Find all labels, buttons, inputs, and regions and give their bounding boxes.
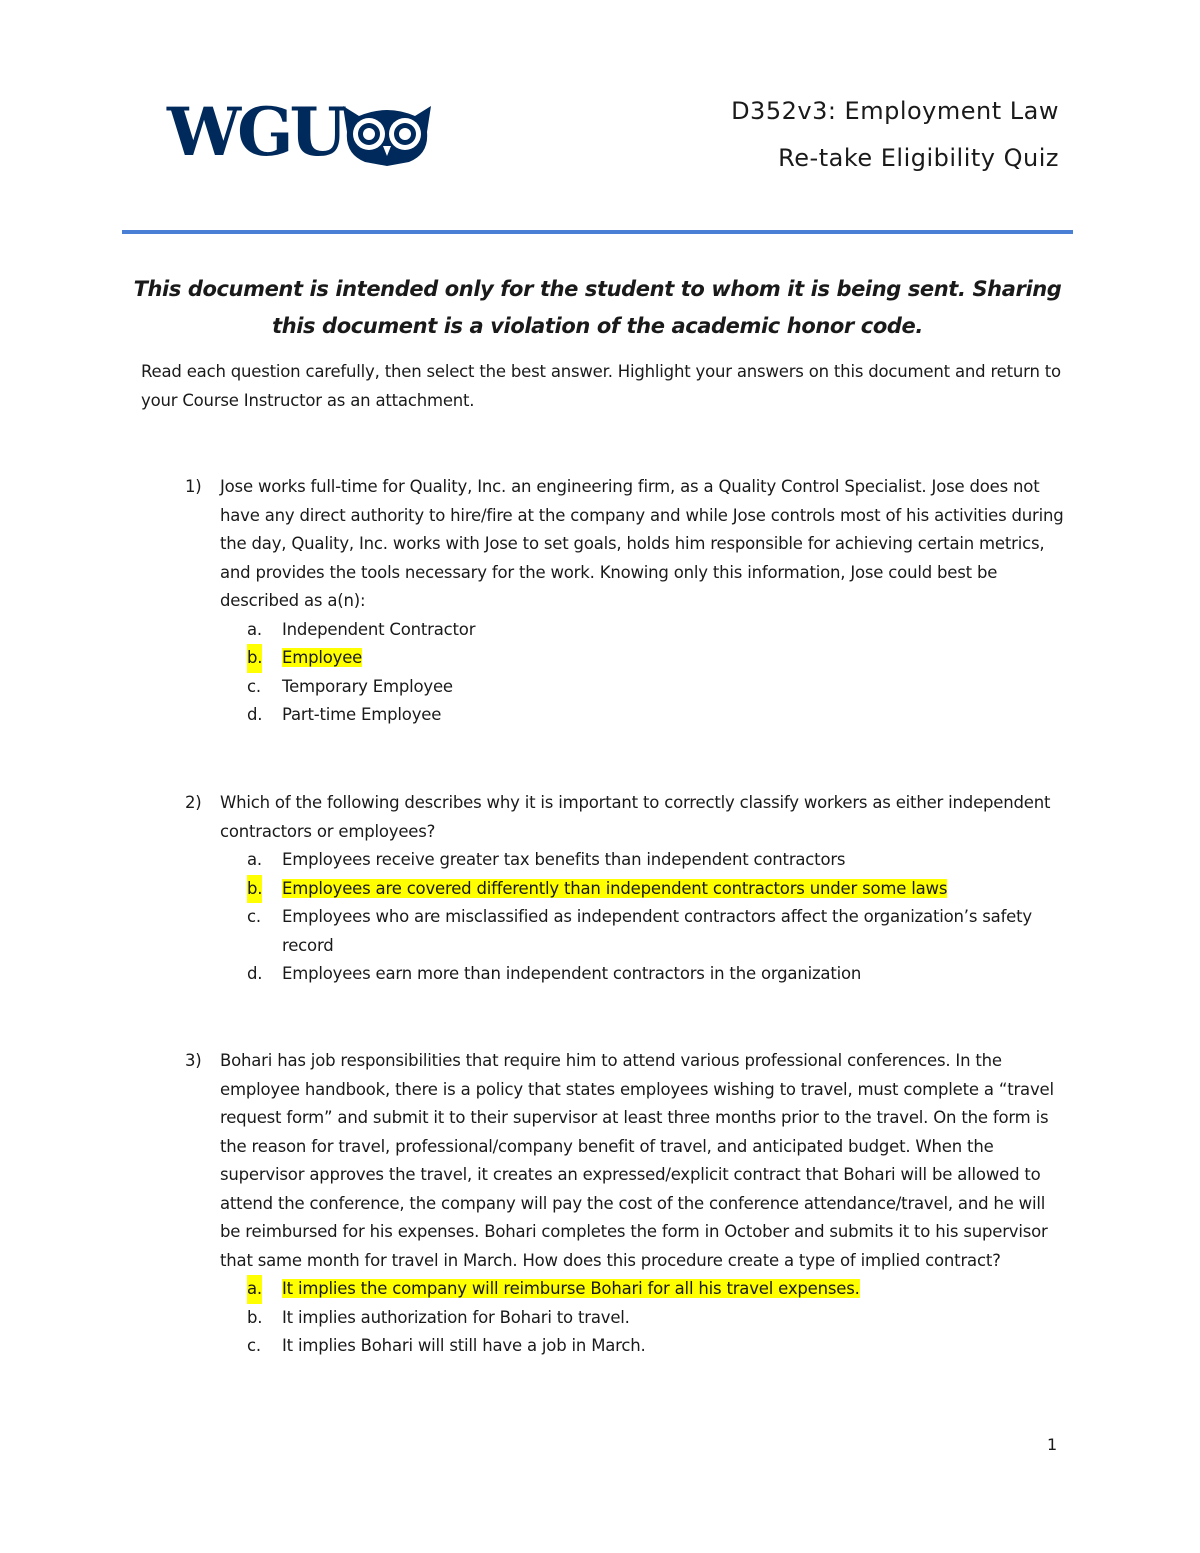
option-a[interactable] xyxy=(247,846,1070,875)
wgu-logo xyxy=(167,93,437,171)
option-letter: d. xyxy=(247,964,263,983)
option-a[interactable] xyxy=(247,616,1070,645)
option-letter: b. xyxy=(247,644,262,673)
option-d[interactable] xyxy=(247,960,1070,989)
header-divider xyxy=(122,230,1073,234)
question-3 xyxy=(185,1047,1070,1361)
option-text: Employees who are misclassified as independent contractors affect the organization’s safety record xyxy=(282,907,1032,955)
option-text: It implies the company will reimburse Bohari for all his travel expenses. xyxy=(282,1279,860,1298)
option-text: Temporary Employee xyxy=(282,676,453,696)
owl-icon xyxy=(339,102,435,166)
question-1 xyxy=(185,473,1070,730)
option-text: Employees receive greater tax benefits than independent contractors xyxy=(282,850,846,869)
option-letter: b. xyxy=(247,1307,263,1327)
question-number: 2) xyxy=(185,793,202,812)
option-d[interactable] xyxy=(247,701,1070,730)
option-c[interactable] xyxy=(247,673,1070,702)
option-letter: d. xyxy=(247,705,263,724)
logo-text: WGU xyxy=(167,93,344,171)
option-letter: c. xyxy=(247,907,261,926)
option-text: Employees earn more than independent contractors in the organization xyxy=(282,964,862,983)
instructions: Read each question carefully, then select the best answer. Highlight your answers on this document and return to your Course Instructor as an attachment. xyxy=(141,362,1061,410)
options-list xyxy=(247,616,1070,730)
option-b[interactable] xyxy=(247,644,1070,673)
honor-code-notice: This document is intended only for the student to whom it is being sent. Sharing this document is a violation of the academic honor code. xyxy=(133,277,1062,338)
page-number: 1 xyxy=(1047,1435,1058,1454)
option-text: Employees are covered differently than independent contractors under some laws xyxy=(282,878,948,898)
quiz-title: Re-take Eligibility Quiz xyxy=(778,144,1059,172)
option-letter: c. xyxy=(247,1336,261,1355)
option-b[interactable] xyxy=(247,1304,1070,1333)
option-letter: a. xyxy=(247,619,262,639)
option-b[interactable] xyxy=(247,875,1070,904)
option-text: It implies Bohari will still have a job in March. xyxy=(282,1336,646,1355)
option-c[interactable] xyxy=(247,1332,1070,1361)
option-text: It implies authorization for Bohari to travel. xyxy=(282,1307,630,1327)
option-letter: b. xyxy=(247,875,262,904)
options-list xyxy=(247,846,1070,989)
option-letter: a. xyxy=(247,850,262,869)
question-text: Bohari has job responsibilities that require him to attend various professional conferences. In the employee handbook, there is a policy that states employees wishing to travel, must complete a “travel request form” and submit it to their supervisor at least three months prior to the travel. On the form is the reason for travel, professional/company benefit of travel, and anticipated budget. When the supervisor approves the travel, it creates an expressed/explicit contract that Bohari will be allowed to attend the conference, the company will pay the cost of the conference attendance/travel, and he will be reimbursed for his expenses. Bohari completes the form in October and submits it to his supervisor that same month for travel in March. How does this procedure create a type of implied contract? xyxy=(220,1051,1054,1270)
option-a[interactable] xyxy=(247,1275,1070,1304)
options-list xyxy=(247,1275,1070,1361)
option-text: Employee xyxy=(282,648,363,667)
option-text: Part-time Employee xyxy=(282,705,442,724)
option-letter: a. xyxy=(247,1275,262,1304)
course-title: D352v3: Employment Law xyxy=(731,97,1059,125)
option-letter: c. xyxy=(247,676,261,696)
title-block xyxy=(639,96,1059,174)
question-2 xyxy=(185,789,1070,989)
question-number: 1) xyxy=(185,477,202,496)
option-c[interactable] xyxy=(247,903,1070,960)
question-text: Jose works full-time for Quality, Inc. an engineering firm, as a Quality Control Specialist. Jose does not have any direct authority to hire/fire at the company and while Jose controls most of his activities during the day, Quality, Inc. works with Jose to set goals, holds him responsible for achieving certain metrics, and provides the tools necessary for the work. Knowing only this information, Jose could best be described as a(n): xyxy=(220,477,1064,610)
question-number: 3) xyxy=(185,1051,202,1070)
question-text: Which of the following describes why it is important to correctly classify workers as either independent contractors or employees? xyxy=(220,793,1051,841)
option-text: Independent Contractor xyxy=(282,619,476,639)
